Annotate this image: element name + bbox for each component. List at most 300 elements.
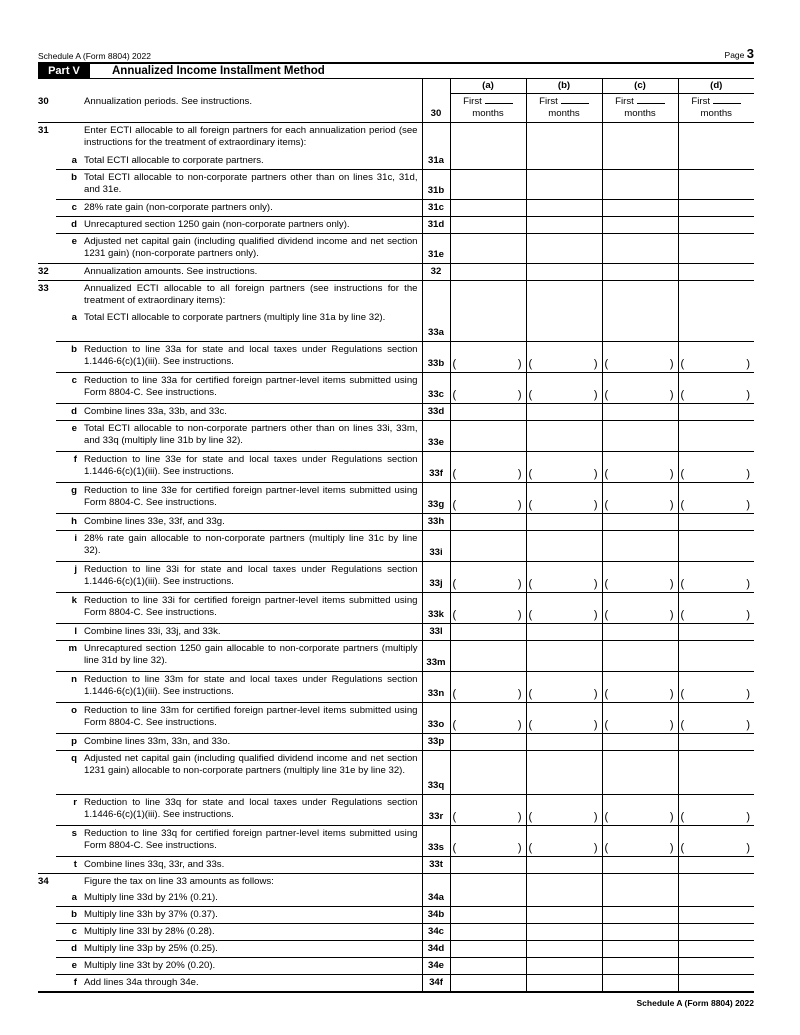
- line-description: Multiply line 33t by 20% (0.20).: [84, 957, 422, 974]
- line-description: Adjusted net capital gain (including qualified dividend income and net section 1231 gain) (non-corporate partners only).: [84, 233, 422, 263]
- open-paren: (: [604, 357, 609, 370]
- amount-cell-34e-d[interactable]: [678, 957, 754, 974]
- amount-cell-34c-c[interactable]: [602, 923, 678, 940]
- line-letter: c: [56, 372, 84, 403]
- line-description: Multiply line 33l by 28% (0.28).: [84, 923, 422, 940]
- amount-cell-34e-c[interactable]: [602, 957, 678, 974]
- amount-cell-33g-b[interactable]: [526, 482, 602, 513]
- parenthesized-amount: [679, 358, 755, 370]
- open-paren: (: [604, 467, 609, 480]
- close-paren: ): [517, 467, 522, 480]
- amount-cell-33s-b[interactable]: [526, 825, 602, 856]
- close-paren: ): [669, 718, 674, 731]
- amount-cell-30-a[interactable]: [450, 94, 526, 123]
- amount-cell-33k-b[interactable]: [526, 592, 602, 623]
- amount-cell-34b-c[interactable]: [602, 906, 678, 923]
- form-row-31a: [38, 153, 754, 170]
- amount-cell-34e-b[interactable]: [526, 957, 602, 974]
- parenthesized-amount: [451, 811, 526, 823]
- line-description: Reduction to line 33q for state and local taxes under Regulations section 1.1446-6(c)(1)(iii). See instructions.: [84, 794, 422, 825]
- amount-cell-33s-c[interactable]: [602, 825, 678, 856]
- amount-cell-31b-b[interactable]: [526, 169, 602, 199]
- amount-cell-33i-d[interactable]: [678, 530, 754, 561]
- amount-cell-33n-c[interactable]: [602, 671, 678, 702]
- amount-cell-34a-d[interactable]: [678, 890, 754, 907]
- line-label: 33i: [422, 530, 450, 561]
- amount-cell-33o-c[interactable]: [602, 702, 678, 733]
- line-description: Reduction to line 33e for state and local taxes under Regulations section 1.1446-6(c)(1)(iii). See instructions.: [84, 451, 422, 482]
- line-letter: n: [56, 671, 84, 702]
- amount-cell-33n-b[interactable]: [526, 671, 602, 702]
- amount-cell-33-c[interactable]: [602, 280, 678, 310]
- amount-cell-33f-d[interactable]: [678, 451, 754, 482]
- form-row-31c: [38, 199, 754, 216]
- line-number: [38, 233, 56, 263]
- line-number: [38, 372, 56, 403]
- amount-cell-34f-b[interactable]: [526, 974, 602, 992]
- period-first: [603, 95, 678, 108]
- amount-cell-34d-b[interactable]: [526, 940, 602, 957]
- line-label: 33r: [422, 794, 450, 825]
- part-title-bar: [38, 62, 754, 79]
- close-paren: ): [746, 357, 750, 370]
- open-paren: (: [604, 498, 609, 511]
- open-paren: (: [452, 577, 457, 590]
- close-paren: ): [593, 498, 598, 511]
- amount-cell-33q-a[interactable]: [450, 750, 526, 794]
- close-paren: ): [517, 357, 522, 370]
- parenthesized-amount: [603, 719, 678, 731]
- amount-cell-33d-b[interactable]: [526, 403, 602, 420]
- amount-cell-31e-c[interactable]: [602, 233, 678, 263]
- line-letter: a: [56, 153, 84, 170]
- form-row-33m: [38, 640, 754, 671]
- close-paren: ): [517, 498, 522, 511]
- line-number: [38, 794, 56, 825]
- line-description: Annualization amounts. See instructions.: [84, 263, 422, 280]
- line-description: Combine lines 33i, 33j, and 33k.: [84, 623, 422, 640]
- amount-cell-33a-c[interactable]: [602, 310, 678, 341]
- amount-cell-31a-c[interactable]: [602, 153, 678, 170]
- amount-cell-31c-a[interactable]: [450, 199, 526, 216]
- amount-cell-33l-a[interactable]: [450, 623, 526, 640]
- line-description: Add lines 34a through 34e.: [84, 974, 422, 992]
- amount-cell-31a-b[interactable]: [526, 153, 602, 170]
- open-paren: (: [680, 718, 685, 731]
- amount-cell-33n-d[interactable]: [678, 671, 754, 702]
- line-description: Multiply line 33h by 37% (0.37).: [84, 906, 422, 923]
- line-letter: g: [56, 482, 84, 513]
- amount-cell-33-b[interactable]: [526, 280, 602, 310]
- form-row-34c: [38, 923, 754, 940]
- amount-cell-33k-d[interactable]: [678, 592, 754, 623]
- parenthesized-amount: [603, 468, 678, 480]
- amount-cell-34d-a[interactable]: [450, 940, 526, 957]
- amount-cell-33-a[interactable]: [450, 280, 526, 310]
- parenthesized-amount: [679, 811, 755, 823]
- line-description: Total ECTI allocable to non-corporate partners other than on lines 31c, 31d, and 31e.: [84, 169, 422, 199]
- line-description: Total ECTI allocable to corporate partners (multiply line 31a by line 32).: [84, 310, 422, 341]
- line-label: 33g: [422, 482, 450, 513]
- amount-cell-34-b[interactable]: [526, 873, 602, 890]
- amount-cell-33m-a[interactable]: [450, 640, 526, 671]
- open-paren: (: [680, 608, 685, 621]
- form-name-header: Schedule A (Form 8804) 2022: [38, 51, 151, 61]
- months-input-line[interactable]: [637, 95, 665, 104]
- amount-cell-33t-d[interactable]: [678, 856, 754, 873]
- amount-cell-33m-c[interactable]: [602, 640, 678, 671]
- amount-cell-33p-c[interactable]: [602, 733, 678, 750]
- line-label: [422, 123, 450, 153]
- amount-cell-32-a[interactable]: [450, 263, 526, 280]
- line-letter: [56, 263, 84, 280]
- amount-cell-33o-a[interactable]: [450, 702, 526, 733]
- amount-cell-33l-b[interactable]: [526, 623, 602, 640]
- amount-cell-31a-a[interactable]: [450, 153, 526, 170]
- line-number: [38, 856, 56, 873]
- months-label: months: [472, 108, 504, 119]
- line-label: 33m: [422, 640, 450, 671]
- amount-cell-33n-a[interactable]: [450, 671, 526, 702]
- open-paren: (: [680, 357, 685, 370]
- form-row-34a: [38, 890, 754, 907]
- line-number: [38, 623, 56, 640]
- amount-cell-33j-b[interactable]: [526, 561, 602, 592]
- parenthesized-amount: [527, 842, 602, 854]
- line-number: [38, 420, 56, 451]
- amount-cell-33h-c[interactable]: [602, 513, 678, 530]
- line-number: [38, 890, 56, 907]
- amount-cell-33c-d[interactable]: [678, 372, 754, 403]
- line-letter: e: [56, 420, 84, 451]
- close-paren: ): [593, 388, 598, 401]
- amount-cell-33q-b[interactable]: [526, 750, 602, 794]
- amount-cell-33e-b[interactable]: [526, 420, 602, 451]
- parenthesized-amount: [451, 389, 526, 401]
- line-letter: f: [56, 974, 84, 992]
- amount-cell-33g-c[interactable]: [602, 482, 678, 513]
- amount-cell-30-c[interactable]: [602, 94, 678, 123]
- parenthesized-amount: [679, 499, 755, 511]
- form-row-33b: [38, 341, 754, 372]
- parenthesized-amount: [451, 609, 526, 621]
- parenthesized-amount: [679, 842, 755, 854]
- line-letter: l: [56, 623, 84, 640]
- amount-cell-30-d[interactable]: [678, 94, 754, 123]
- amount-cell-34b-d[interactable]: [678, 906, 754, 923]
- amount-cell-33e-a[interactable]: [450, 420, 526, 451]
- parenthesized-amount: [603, 688, 678, 700]
- amount-cell-33b-d[interactable]: [678, 341, 754, 372]
- amount-cell-33h-b[interactable]: [526, 513, 602, 530]
- amount-cell-33i-b[interactable]: [526, 530, 602, 561]
- form-row-33q: [38, 750, 754, 794]
- amount-cell-34-c[interactable]: [602, 873, 678, 890]
- form-table: [38, 79, 754, 993]
- open-paren: (: [452, 467, 457, 480]
- line-description: Multiply line 33p by 25% (0.25).: [84, 940, 422, 957]
- column-header-a: (a): [450, 79, 526, 94]
- close-paren: ): [669, 608, 674, 621]
- months-input-line[interactable]: [485, 95, 513, 104]
- line-number: [38, 513, 56, 530]
- amount-cell-31c-c[interactable]: [602, 199, 678, 216]
- line-description: Reduction to line 33i for state and local taxes under Regulations section 1.1446-6(c)(1)(iii). See instructions.: [84, 561, 422, 592]
- amount-cell-33s-d[interactable]: [678, 825, 754, 856]
- form-row-33o: [38, 702, 754, 733]
- amount-cell-33e-c[interactable]: [602, 420, 678, 451]
- open-paren: (: [528, 467, 533, 480]
- line-number: 33: [38, 282, 49, 294]
- amount-cell-31-b[interactable]: [526, 123, 602, 153]
- form-row-34e: [38, 957, 754, 974]
- amount-cell-31d-b[interactable]: [526, 216, 602, 233]
- amount-cell-33m-d[interactable]: [678, 640, 754, 671]
- line-number: [38, 592, 56, 623]
- amount-cell-33f-c[interactable]: [602, 451, 678, 482]
- open-paren: (: [528, 577, 533, 590]
- line-label: 33n: [422, 671, 450, 702]
- first-label: First: [691, 96, 711, 107]
- amount-cell-33c-c[interactable]: [602, 372, 678, 403]
- amount-cell-31e-d[interactable]: [678, 233, 754, 263]
- amount-cell-33m-b[interactable]: [526, 640, 602, 671]
- amount-cell-33j-c[interactable]: [602, 561, 678, 592]
- amount-cell-34b-b[interactable]: [526, 906, 602, 923]
- amount-cell-33d-d[interactable]: [678, 403, 754, 420]
- form-row-33t: [38, 856, 754, 873]
- part-title: Annualized Income Installment Method: [112, 65, 325, 77]
- amount-cell-34c-d[interactable]: [678, 923, 754, 940]
- amount-cell-33i-c[interactable]: [602, 530, 678, 561]
- parenthesized-amount: [451, 499, 526, 511]
- line-number: 34: [38, 875, 49, 887]
- amount-cell-33r-b[interactable]: [526, 794, 602, 825]
- amount-cell-33e-d[interactable]: [678, 420, 754, 451]
- line-number: [38, 906, 56, 923]
- form-row-33c: [38, 372, 754, 403]
- open-paren: (: [680, 577, 685, 590]
- amount-cell-31d-c[interactable]: [602, 216, 678, 233]
- line-number: 31: [38, 125, 49, 136]
- form-row-33j: [38, 561, 754, 592]
- amount-cell-31b-d[interactable]: [678, 169, 754, 199]
- line-letter: a: [56, 890, 84, 907]
- column-header-row: [38, 79, 754, 94]
- close-paren: ): [746, 577, 750, 590]
- line-description: Reduction to line 33m for state and local taxes under Regulations section 1.1446-6(c)(1)(iii). See instructions.: [84, 671, 422, 702]
- line-letter: e: [56, 233, 84, 263]
- page-number-value: 3: [746, 46, 754, 61]
- amount-cell-33q-c[interactable]: [602, 750, 678, 794]
- amount-cell-31b-c[interactable]: [602, 169, 678, 199]
- amount-cell-33a-b[interactable]: [526, 310, 602, 341]
- form-row-30: [38, 94, 754, 123]
- amount-cell-33j-a[interactable]: [450, 561, 526, 592]
- amount-cell-30-b[interactable]: [526, 94, 602, 123]
- amount-cell-33p-d[interactable]: [678, 733, 754, 750]
- amount-cell-34a-a[interactable]: [450, 890, 526, 907]
- close-paren: ): [669, 467, 674, 480]
- amount-cell-33l-c[interactable]: [602, 623, 678, 640]
- amount-cell-33k-a[interactable]: [450, 592, 526, 623]
- amount-cell-33g-d[interactable]: [678, 482, 754, 513]
- amount-cell-31e-b[interactable]: [526, 233, 602, 263]
- parenthesized-amount: [527, 719, 602, 731]
- form-row-33p: [38, 733, 754, 750]
- amount-cell-31d-d[interactable]: [678, 216, 754, 233]
- amount-cell-33a-a[interactable]: [450, 310, 526, 341]
- open-paren: (: [452, 357, 457, 370]
- amount-cell-33t-a[interactable]: [450, 856, 526, 873]
- parenthesized-amount: [527, 578, 602, 590]
- line-number: [38, 153, 56, 170]
- close-paren: ): [746, 841, 750, 854]
- amount-cell-33o-d[interactable]: [678, 702, 754, 733]
- amount-cell-32-c[interactable]: [602, 263, 678, 280]
- amount-cell-31-a[interactable]: [450, 123, 526, 153]
- amount-cell-31c-b[interactable]: [526, 199, 602, 216]
- amount-cell-33t-b[interactable]: [526, 856, 602, 873]
- amount-cell-33q-d[interactable]: [678, 750, 754, 794]
- line-description: Reduction to line 33e for certified foreign partner-level items submitted using Form 8804-C. See instructions.: [84, 482, 422, 513]
- amount-cell-33a-d[interactable]: [678, 310, 754, 341]
- amount-cell-33f-a[interactable]: [450, 451, 526, 482]
- amount-cell-34b-a[interactable]: [450, 906, 526, 923]
- amount-cell-31b-a[interactable]: [450, 169, 526, 199]
- amount-cell-31-d[interactable]: [678, 123, 754, 153]
- amount-cell-31-c[interactable]: [602, 123, 678, 153]
- line-label: 34f: [422, 974, 450, 992]
- line-label: [422, 280, 450, 310]
- line-letter: d: [56, 940, 84, 957]
- amount-cell-33s-a[interactable]: [450, 825, 526, 856]
- line-label: 31a: [422, 153, 450, 170]
- parenthesized-amount: [527, 688, 602, 700]
- amount-cell-31d-a[interactable]: [450, 216, 526, 233]
- line-label: 33k: [422, 592, 450, 623]
- line-label: 34e: [422, 957, 450, 974]
- line-letter: i: [56, 530, 84, 561]
- amount-cell-34-d[interactable]: [678, 873, 754, 890]
- line-description: Total ECTI allocable to corporate partners.: [84, 153, 422, 170]
- amount-cell-33t-c[interactable]: [602, 856, 678, 873]
- amount-cell-33f-b[interactable]: [526, 451, 602, 482]
- form-row-33e: [38, 420, 754, 451]
- parenthesized-amount: [451, 468, 526, 480]
- amount-cell-32-b[interactable]: [526, 263, 602, 280]
- amount-cell-33b-c[interactable]: [602, 341, 678, 372]
- parenthesized-amount: [603, 358, 678, 370]
- amount-cell-33b-b[interactable]: [526, 341, 602, 372]
- column-header-spacer: [422, 79, 450, 94]
- amount-cell-33j-d[interactable]: [678, 561, 754, 592]
- form-row-33i: [38, 530, 754, 561]
- form-row-31: [38, 123, 754, 153]
- months-input-line[interactable]: [561, 95, 589, 104]
- amount-cell-33i-a[interactable]: [450, 530, 526, 561]
- form-row-33g: [38, 482, 754, 513]
- amount-cell-33r-a[interactable]: [450, 794, 526, 825]
- page-header: [38, 47, 754, 61]
- close-paren: ): [593, 577, 598, 590]
- line-letter: r: [56, 794, 84, 825]
- line-letter: o: [56, 702, 84, 733]
- amount-cell-33-d[interactable]: [678, 280, 754, 310]
- page-footer: Schedule A (Form 8804) 2022: [636, 998, 754, 1008]
- amount-cell-33p-b[interactable]: [526, 733, 602, 750]
- form-page: [38, 46, 754, 1008]
- open-paren: (: [528, 687, 533, 700]
- line-letter: d: [56, 403, 84, 420]
- amount-cell-34d-c[interactable]: [602, 940, 678, 957]
- amount-cell-34c-b[interactable]: [526, 923, 602, 940]
- amount-cell-34d-d[interactable]: [678, 940, 754, 957]
- amount-cell-33c-a[interactable]: [450, 372, 526, 403]
- first-label: First: [615, 96, 634, 107]
- line-label: 33h: [422, 513, 450, 530]
- amount-cell-34e-a[interactable]: [450, 957, 526, 974]
- line-label: 33j: [422, 561, 450, 592]
- form-row-34b: [38, 906, 754, 923]
- amount-cell-33d-a[interactable]: [450, 403, 526, 420]
- amount-cell-31e-a[interactable]: [450, 233, 526, 263]
- amount-cell-33d-c[interactable]: [602, 403, 678, 420]
- line-description: Annualized ECTI allocable to all foreign partners (see instructions for the treatment of extraordinary items):: [84, 282, 418, 306]
- line-label: 31c: [422, 199, 450, 216]
- amount-cell-33g-a[interactable]: [450, 482, 526, 513]
- line-number: [38, 940, 56, 957]
- open-paren: (: [452, 841, 457, 854]
- line-number: [38, 169, 56, 199]
- amount-cell-33r-d[interactable]: [678, 794, 754, 825]
- amount-cell-33o-b[interactable]: [526, 702, 602, 733]
- amount-cell-33r-c[interactable]: [602, 794, 678, 825]
- amount-cell-33p-a[interactable]: [450, 733, 526, 750]
- amount-cell-34f-c[interactable]: [602, 974, 678, 992]
- form-row-33h: [38, 513, 754, 530]
- amount-cell-31a-d[interactable]: [678, 153, 754, 170]
- close-paren: ): [746, 608, 750, 621]
- form-row-33: [38, 280, 754, 310]
- open-paren: (: [452, 687, 457, 700]
- amount-cell-34-a[interactable]: [450, 873, 526, 890]
- amount-cell-33h-a[interactable]: [450, 513, 526, 530]
- amount-cell-33c-b[interactable]: [526, 372, 602, 403]
- line-description: Total ECTI allocable to non-corporate partners other than on lines 33i, 33m, and 33q (multiply line 31b by line 32).: [84, 420, 422, 451]
- amount-cell-34f-a[interactable]: [450, 974, 526, 992]
- amount-cell-33h-d[interactable]: [678, 513, 754, 530]
- amount-cell-34c-a[interactable]: [450, 923, 526, 940]
- amount-cell-34f-d[interactable]: [678, 974, 754, 992]
- amount-cell-33l-d[interactable]: [678, 623, 754, 640]
- close-paren: ): [517, 608, 522, 621]
- line-label: 33p: [422, 733, 450, 750]
- open-paren: (: [680, 810, 685, 823]
- line-label: 33l: [422, 623, 450, 640]
- amount-cell-32-d[interactable]: [678, 263, 754, 280]
- parenthesized-amount: [451, 358, 526, 370]
- amount-cell-34a-b[interactable]: [526, 890, 602, 907]
- parenthesized-amount: [603, 499, 678, 511]
- amount-cell-33k-c[interactable]: [602, 592, 678, 623]
- amount-cell-34a-c[interactable]: [602, 890, 678, 907]
- parenthesized-amount: [603, 578, 678, 590]
- amount-cell-31c-d[interactable]: [678, 199, 754, 216]
- amount-cell-33b-a[interactable]: [450, 341, 526, 372]
- months-input-line[interactable]: [713, 95, 741, 104]
- open-paren: (: [604, 841, 609, 854]
